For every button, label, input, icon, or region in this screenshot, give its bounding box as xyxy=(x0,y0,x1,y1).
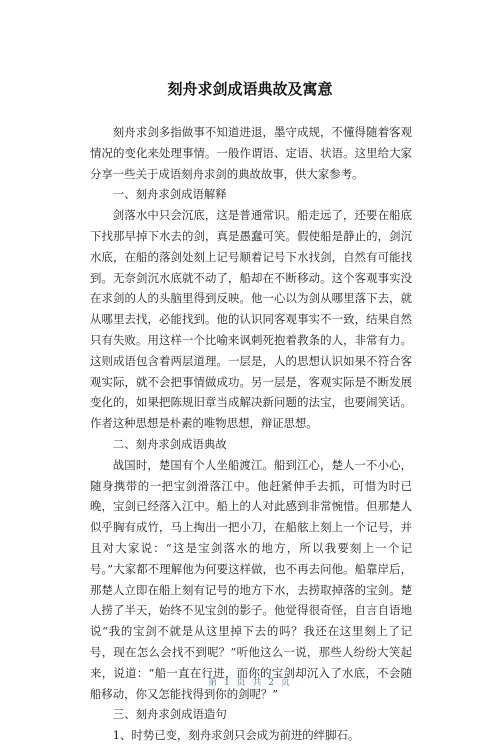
intro-paragraph: 刻舟求剑多指做事不知道进退，墨守成规，不懂得随着客观情况的变化来处理事情。一般作谓语、定语、状语。这里给大家分享一些关于成语刻舟求剑的典故故事，供大家参考。 xyxy=(90,125,412,181)
section-heading-story: 二、刻舟求剑成语典故 xyxy=(112,436,227,451)
story-paragraph: 战国时，楚国有个人坐船渡江。船到江心，楚人一不小心，随身携带的一把宝剑滑落江中。他赶紧伸手去抓，可惜为时已晚，宝剑已经落入江中。船上的人对此感到非常惋惜。但那楚人似乎胸有成竹，马上掏出一把小刀，在船舷上刻上一个记号，并且对大家说：“这是宝剑落水的地方，所以我要刻上一个记号。”大家都不理解他为何要这样做，也不再去问他。船靠岸后，那楚人立即在船上刻有记号的地方下水，去捞取掉落的宝剑。楚人捞了半天，始终不见宝剑的影子。他觉得很奇怪，自言自语地说“我的宝剑不就是从这里掉下去的吗？我还在这里刻上了记号，现在怎么会找不到呢？”听他这么一说，那些人纷纷大笑起来，说道：“船一直在行进，而你的宝剑却沉入了水底，不会随船移动，你又怎能找得到你的剑呢？” xyxy=(90,457,412,701)
document-body xyxy=(90,122,412,746)
document-title: 刻舟求剑成语典故及寓意 xyxy=(167,80,333,98)
section-heading-explanation: 一、刻舟求剑成语解释 xyxy=(112,187,227,202)
explanation-paragraph: 剑落水中只会沉底，这是普通常识。船走远了，还要在船底下找那早掉下水去的剑，真是愚蠢可笑。假使船是静止的，剑沉水底，在船的落剑处刻上记号顺着记号下水找剑，自然有可能找到。无奈剑沉水底就不动了，船却在不断移动。这个客观事实没在求剑的人的头脑里得到反映。他一心以为剑从哪里落下去，就从哪里去找，必能找到。他的认识同客观事实不一致，结果自然只有失败。用这样一个比喻来讽刺死抱着教条的人，非常有力。这则成语包含着两层道理。一层是，人的思想认识如果不符合客观实际，就不会把事情做成功。另一层是，客观实际是不断发展变化的，如果把陈规旧章当成解决新问题的法宝，也要闹笑话。作者这种思想是朴素的唯物思想，辩证思想。 xyxy=(90,208,412,431)
section-heading-sentences: 三、刻舟求剑成语造句 xyxy=(112,707,227,722)
page-number: 第 1 页 共 2 页 xyxy=(208,678,292,688)
example-sentence: 1、时势已变，刻舟求剑只会成为前进的绊脚石。 xyxy=(112,728,360,743)
